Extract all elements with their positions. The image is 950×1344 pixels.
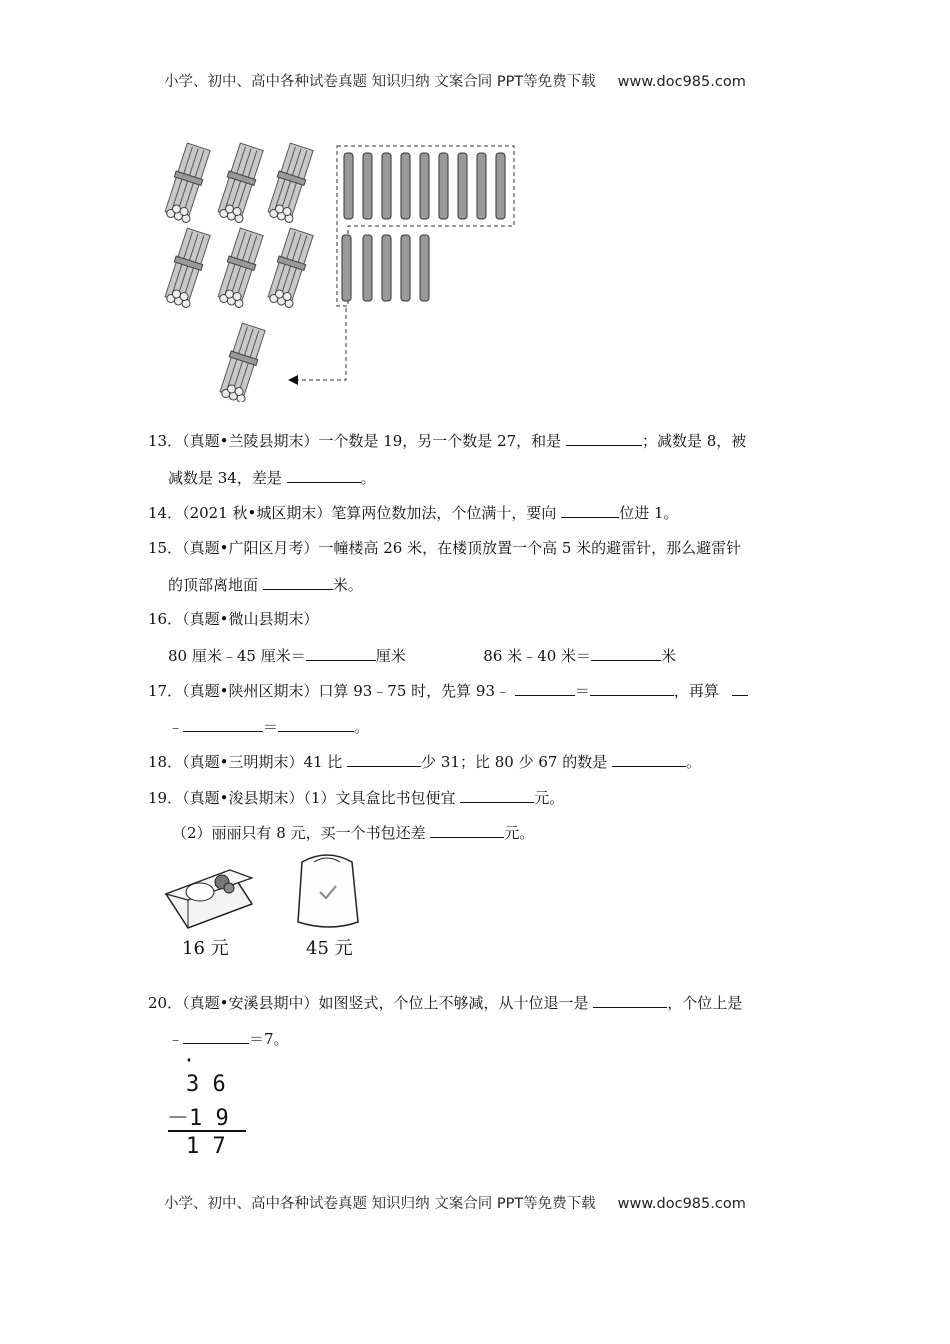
stick-bundle	[162, 143, 212, 224]
stick-bundle	[215, 143, 265, 224]
stick-bundle	[162, 228, 212, 309]
question-16: 16．（真题•微山县期末）	[148, 610, 319, 628]
question-16-line2: 80 厘米﹣45 厘米＝ 厘米 86 米﹣40 米＝ 米	[168, 647, 677, 665]
answer-blank[interactable]	[430, 822, 504, 838]
answer-blank[interactable]	[278, 716, 354, 732]
question-14: 14．（2021 秋•城区期末）笔算两位数加法，个位满十，要向 位进 1。	[148, 504, 679, 522]
footer-text: 小学、初中、高中各种试卷真题 知识归纳 文案合同 PPT等免费下载	[164, 1196, 596, 1212]
answer-blank[interactable]	[591, 645, 661, 661]
answer-blank[interactable]	[561, 502, 619, 518]
vertical-subtrahend: －1 9	[167, 1106, 229, 1131]
question-15-line2: 的顶部离地面 米。	[168, 576, 363, 594]
pencil-box-image	[166, 870, 252, 928]
vertical-rule	[168, 1130, 246, 1132]
question-15: 15．（真题•广阳区月考）一幢楼高 26 米，在楼顶放置一个高 5 米的避雷针，那么避雷针	[148, 539, 742, 557]
question-13-line2: 减数是 34，差是 。	[168, 469, 376, 487]
footer-url[interactable]: www.doc985.com	[617, 1196, 746, 1212]
answer-blank[interactable]	[306, 645, 376, 661]
answer-blank[interactable]	[612, 751, 686, 767]
answer-blank[interactable]	[183, 716, 263, 732]
answer-blank[interactable]	[732, 680, 748, 696]
header-url[interactable]: www.doc985.com	[617, 74, 746, 90]
stick-bundle	[265, 143, 315, 224]
answer-blank[interactable]	[515, 680, 575, 696]
stick-bundle	[217, 323, 267, 402]
pencil-box-price: 16 元	[182, 938, 229, 959]
stationery-figure	[162, 852, 372, 934]
school-bag-image	[298, 855, 358, 927]
answer-blank[interactable]	[460, 787, 534, 803]
school-bag-price: 45 元	[306, 938, 353, 959]
header-text: 小学、初中、高中各种试卷真题 知识归纳 文案合同 PPT等免费下载	[164, 74, 596, 90]
question-18: 18．（真题•三明期末）41 比 少 31；比 80 少 67 的数是 。	[148, 753, 701, 771]
answer-blank[interactable]	[566, 430, 642, 446]
question-17-line2: ﹣ ＝ 。	[168, 718, 370, 736]
answer-blank[interactable]	[287, 467, 361, 483]
vertical-result: 1 7	[186, 1134, 226, 1159]
question-17: 17．（真题•陕州区期末）口算 93﹣75 时，先算 93﹣ ＝ ，再算	[148, 680, 748, 701]
page-footer	[164, 1192, 746, 1213]
answer-blank[interactable]	[263, 574, 333, 590]
question-13: 13．（真题•兰陵县期末）一个数是 19，另一个数是 27，和是 ；减数是 8，被	[148, 432, 747, 450]
stick-bundle	[215, 228, 265, 309]
page-header	[164, 70, 746, 91]
dashed-arrow	[296, 308, 346, 380]
stick-bundle	[265, 228, 315, 309]
question-20-line2: ﹣ ＝7。	[168, 1030, 289, 1048]
answer-blank[interactable]	[593, 992, 667, 1008]
answer-blank[interactable]	[347, 751, 421, 767]
answer-blank[interactable]	[590, 680, 674, 696]
question-20: 20．（真题•安溪县期中）如图竖式，个位上不够减，从十位退一是 ，个位上是	[148, 994, 743, 1012]
borrow-dot: ·	[183, 1048, 196, 1072]
sticks-bundles-figure	[160, 140, 530, 402]
question-19-part2: （2）丽丽只有 8 元，买一个书包还差 元。	[172, 824, 535, 842]
vertical-top-number: 3 6	[186, 1072, 226, 1097]
answer-blank[interactable]	[183, 1028, 249, 1044]
question-19: 19．（真题•浚县期末）（1）文具盒比书包便宜 元。	[148, 789, 565, 807]
